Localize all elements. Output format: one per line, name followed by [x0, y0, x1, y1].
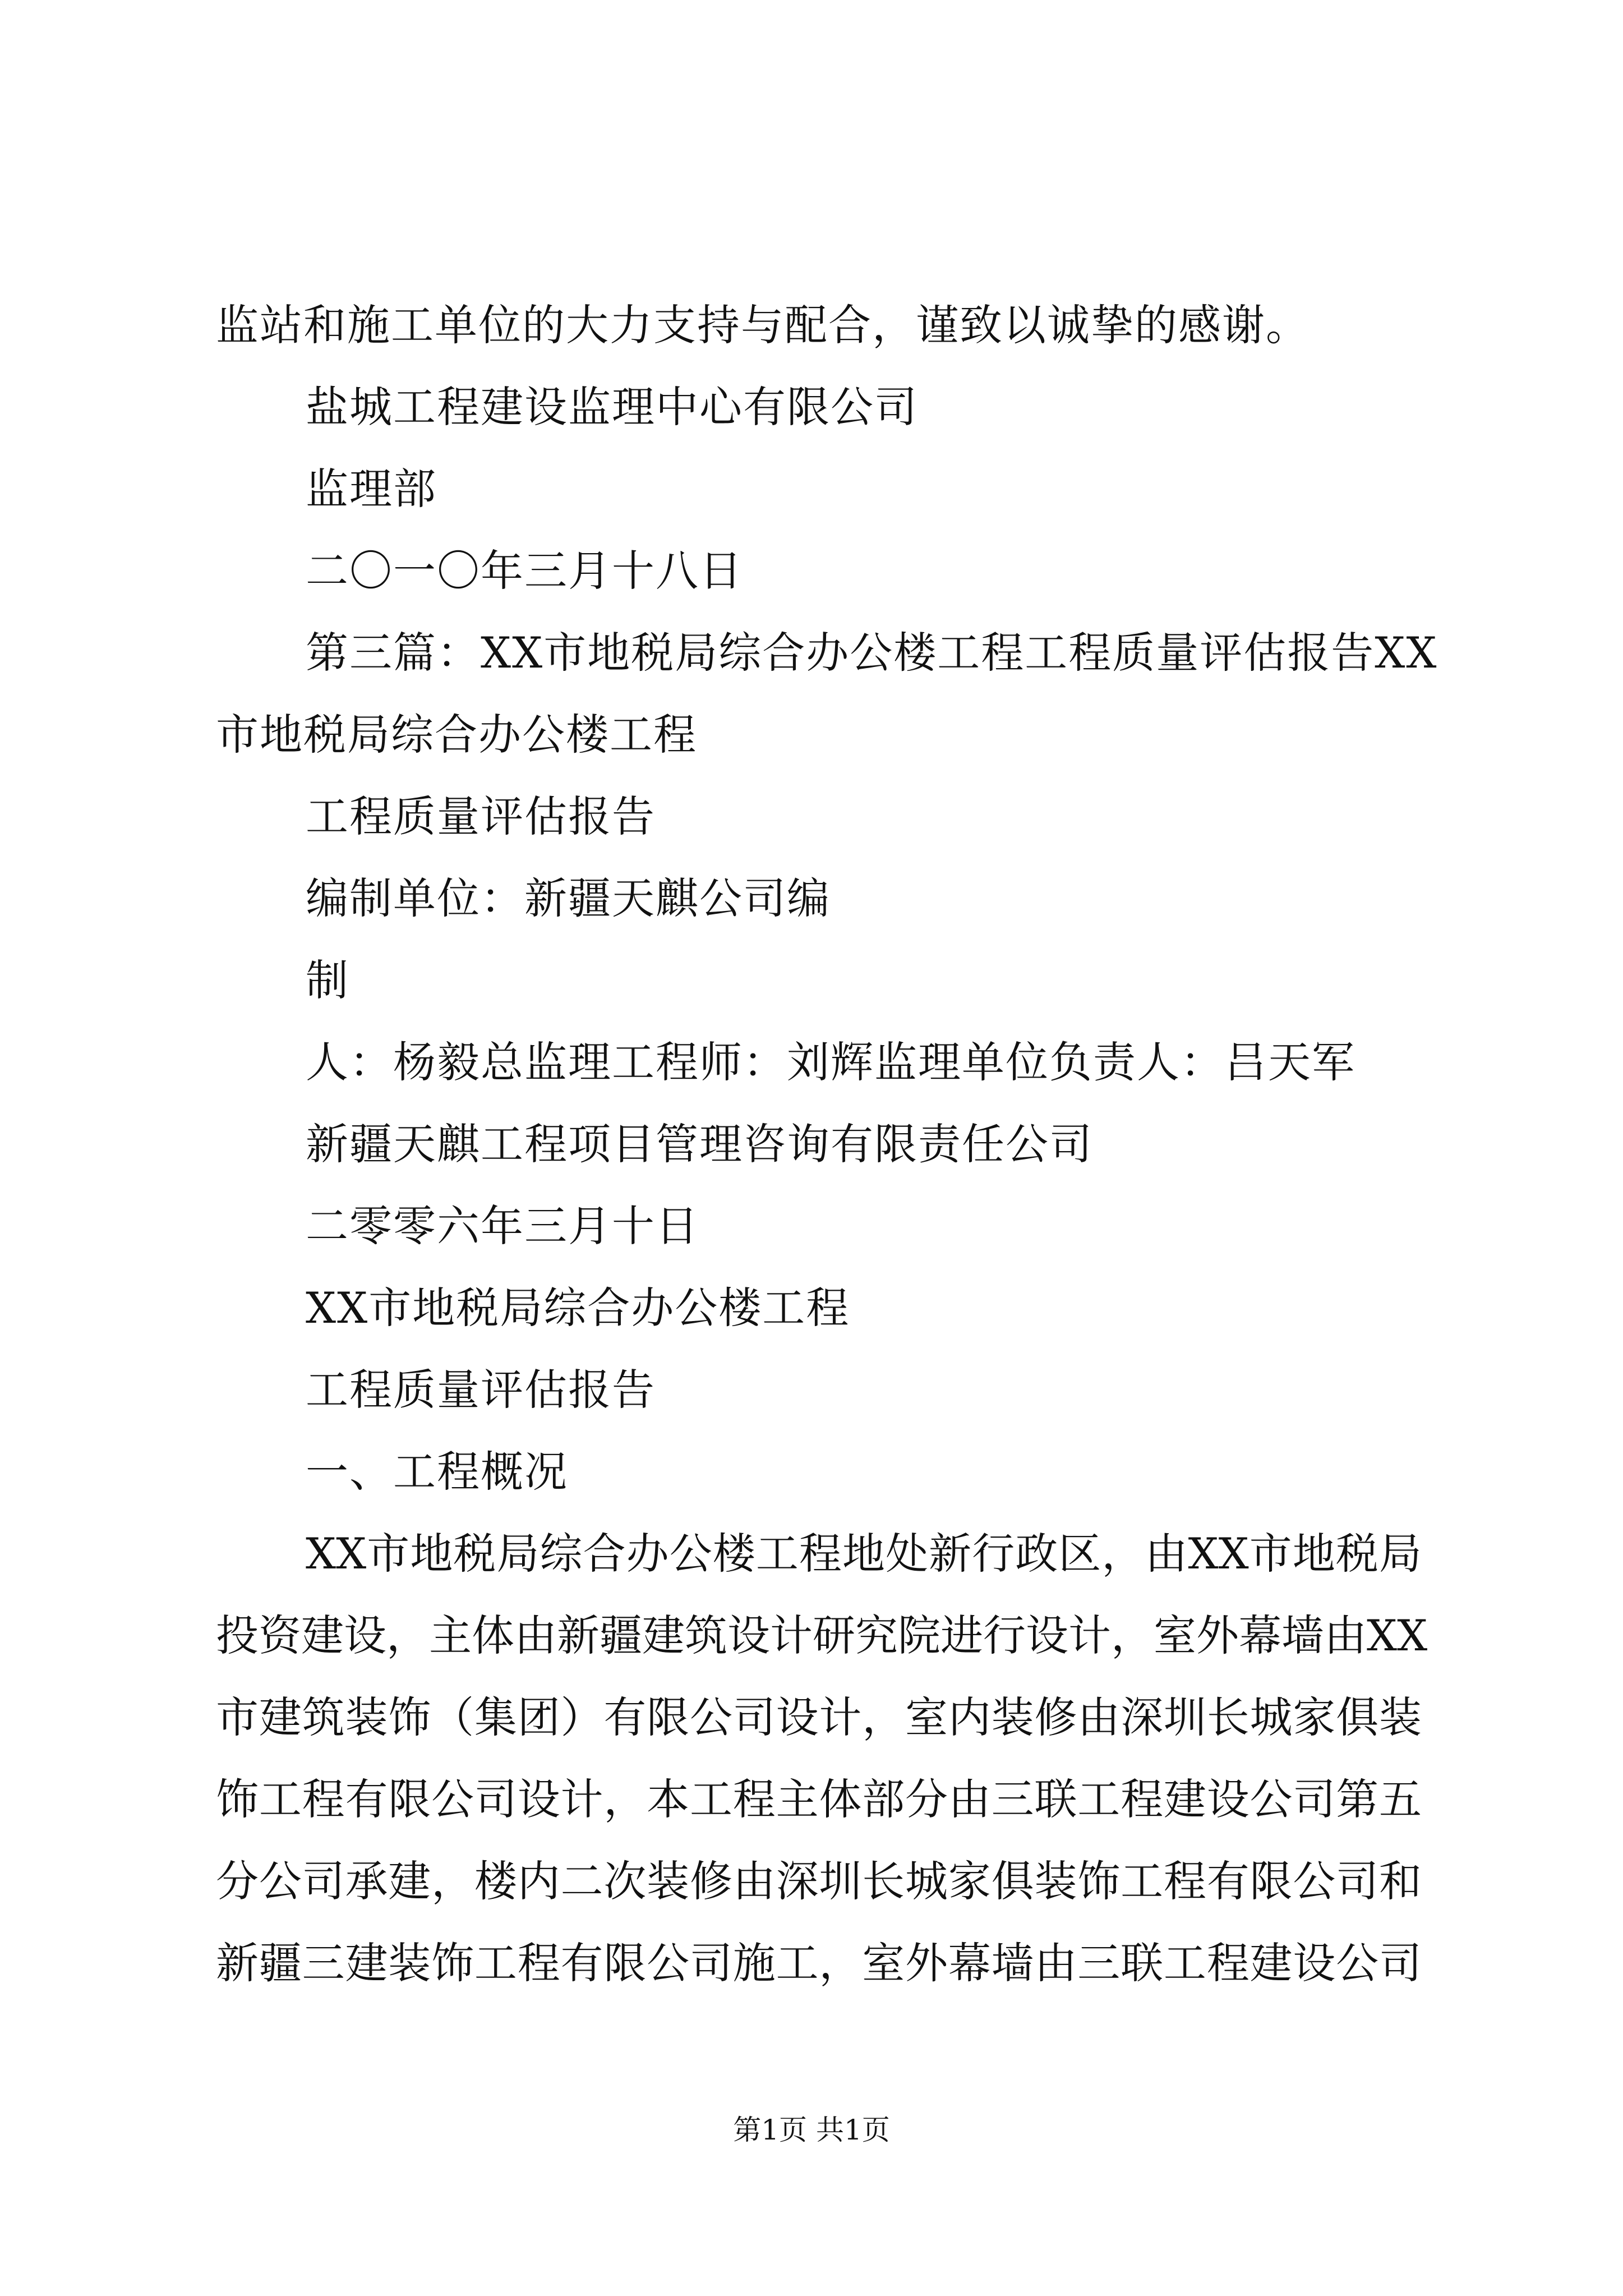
company-name: 盐城工程建设监理中心有限公司 [306, 382, 918, 432]
page-footer: 第1页 共1页 [733, 2114, 890, 2146]
paragraph-line: 市建筑装饰（集团）有限公司设计，室内装修由深圳长城家俱装 [216, 1692, 1422, 1742]
section-heading-continued: 市地税局综合办公楼工程 [216, 710, 697, 760]
paragraph-line: 分公司承建，楼内二次装修由深圳长城家俱装饰工程有限公司和 [216, 1856, 1422, 1906]
department-name: 监理部 [306, 464, 437, 514]
paragraph-line: 新疆三建装饰工程有限公司施工，室外幕墙由三联工程建设公司 [216, 1938, 1422, 1988]
project-title: XX市地税局综合办公楼工程 [306, 1283, 850, 1333]
date-line: 二零零六年三月十日 [306, 1201, 699, 1251]
compiler-line: 编制单位：新疆天麒公司编 [306, 873, 831, 923]
paragraph-line: XX市地税局综合办公楼工程地处新行政区，由XX市地税局 [306, 1529, 1422, 1579]
personnel-line: 人：杨毅总监理工程师：刘辉监理单位负责人：吕天军 [306, 1037, 1355, 1087]
paragraph-line: 饰工程有限公司设计，本工程主体部分由三联工程建设公司第五 [216, 1774, 1422, 1824]
paragraph-line: 投资建设，主体由新疆建筑设计研究院进行设计，室外幕墙由XX [216, 1611, 1428, 1660]
report-title: 工程质量评估报告 [306, 792, 656, 841]
section-heading: 第三篇：XX市地税局综合办公楼工程工程质量评估报告XX [306, 628, 1438, 678]
company-name: 新疆天麒工程项目管理咨询有限责任公司 [306, 1119, 1093, 1169]
report-title: 工程质量评估报告 [306, 1365, 656, 1415]
section-heading: 一、工程概况 [306, 1447, 568, 1497]
date-line: 二〇一〇年三月十八日 [306, 546, 743, 596]
body-text-line: 监站和施工单位的大力支持与配合，谨致以诚挚的感谢。 [216, 300, 1310, 350]
compiler-line-continued: 制 [306, 955, 349, 1005]
